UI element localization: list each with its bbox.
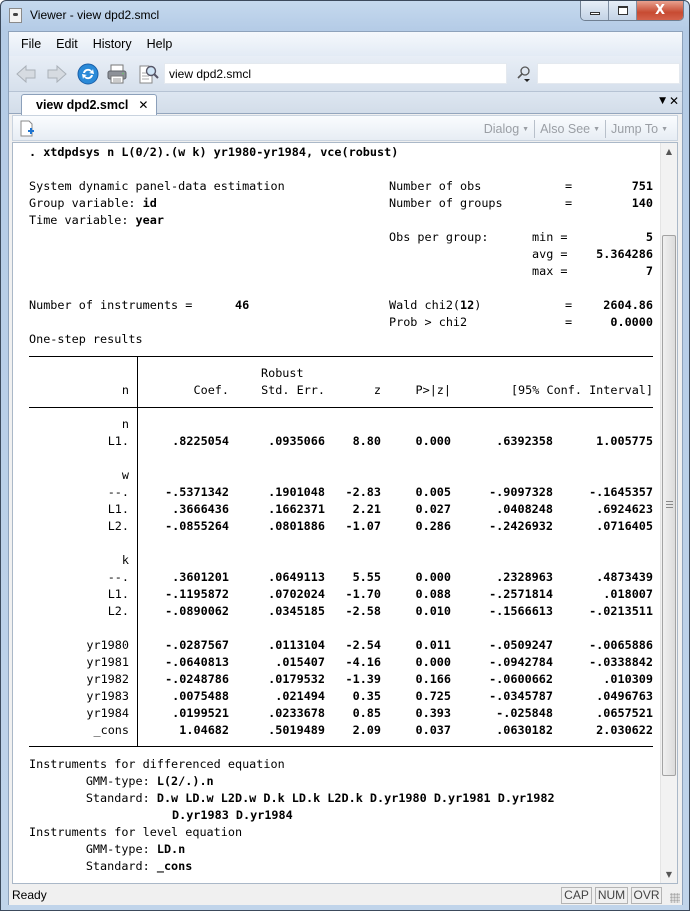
nobs-label: Number of obs xyxy=(389,179,482,193)
scrollbar-thumb[interactable] xyxy=(662,235,676,776)
table-rule-header xyxy=(29,407,653,408)
coef-cell: .8225054 xyxy=(172,434,229,448)
coef-cell: .0075488 xyxy=(172,689,229,703)
tab-view-dpd2[interactable] xyxy=(21,94,157,115)
tab-close-icon[interactable]: ✕ xyxy=(138,98,149,112)
row-label: yr1984 xyxy=(86,706,129,720)
z-cell: 0.85 xyxy=(352,706,381,720)
results-pane[interactable] xyxy=(12,142,678,884)
min-label: min = xyxy=(532,230,568,244)
ci-high-cell: .0496763 xyxy=(596,689,653,703)
prob-label: Prob > chi2 xyxy=(389,315,468,329)
coef-cell: -.0287567 xyxy=(165,638,229,652)
z-cell: -2.54 xyxy=(345,638,381,652)
se-cell: .0935066 xyxy=(268,434,325,448)
row-label: yr1983 xyxy=(86,689,129,703)
coef-cell: -.0640813 xyxy=(165,655,229,669)
avg-label: avg = xyxy=(532,247,568,261)
z-cell: -2.83 xyxy=(345,485,381,499)
tab-strip xyxy=(9,92,682,114)
equals: = xyxy=(565,298,573,312)
ci-low-cell: -.2426932 xyxy=(489,519,553,533)
diff-gmm-line: GMM-type: L(2/.).n xyxy=(29,774,214,788)
search-icon[interactable] xyxy=(516,65,532,83)
chevron-down-icon: ▼ xyxy=(593,125,601,133)
ci-high-cell: -.1645357 xyxy=(589,485,653,499)
back-arrow-icon[interactable] xyxy=(15,63,37,85)
se-cell: .1901048 xyxy=(268,485,325,499)
ci-low-cell: -.9097328 xyxy=(489,485,553,499)
ci-low-cell: .2328963 xyxy=(496,570,553,584)
table-rule-top xyxy=(29,356,653,357)
z-cell: 2.21 xyxy=(352,502,381,516)
ci-high-cell: -.0338842 xyxy=(589,655,653,669)
row-label: yr1981 xyxy=(86,655,129,669)
z-cell: -1.39 xyxy=(345,672,381,686)
grip-icon xyxy=(666,501,673,508)
p-cell: 0.011 xyxy=(415,638,451,652)
coef-cell: 1.04682 xyxy=(179,723,229,737)
ci-low-cell: .0630182 xyxy=(496,723,553,737)
table-rule-bottom xyxy=(29,746,653,747)
estimation-title: System dynamic panel-data estimation xyxy=(29,179,285,193)
vertical-scrollbar[interactable] xyxy=(660,143,677,883)
se-cell: .5019489 xyxy=(268,723,325,737)
row-label: L1. xyxy=(107,434,129,448)
level-standard-line: Standard: _cons xyxy=(29,859,193,873)
variable-group-label: k xyxy=(121,553,129,567)
viewer-menus xyxy=(479,120,673,138)
status-text: Ready xyxy=(12,888,47,902)
z-cell: 2.09 xyxy=(352,723,381,737)
minimize-button[interactable] xyxy=(581,1,609,20)
ci-low-cell: -.1566613 xyxy=(489,604,553,618)
row-label: --. xyxy=(107,570,129,584)
row-label: L2. xyxy=(107,604,129,618)
menu-help[interactable]: Help xyxy=(146,37,173,51)
se-cell: .0345185 xyxy=(268,604,325,618)
col-coef: Coef. xyxy=(193,383,229,397)
prob-value: 0.0000 xyxy=(610,315,653,329)
client-area xyxy=(8,31,683,905)
ci-low-cell: .6392358 xyxy=(496,434,553,448)
equals: = xyxy=(565,315,573,329)
instruments-count: Number of instruments = 46 xyxy=(29,298,250,312)
coef-cell: -.5371342 xyxy=(165,485,229,499)
se-cell: .0113104 xyxy=(268,638,325,652)
row-label: yr1980 xyxy=(86,638,129,652)
ci-high-cell: .0657521 xyxy=(596,706,653,720)
depvar-header: n xyxy=(121,383,129,397)
ovr-indicator: OVR xyxy=(631,887,662,904)
se-cell: .1662371 xyxy=(268,502,325,516)
variable-group-label: w xyxy=(121,468,129,482)
col-se: Std. Err. xyxy=(261,383,325,397)
command-input[interactable] xyxy=(164,63,507,84)
equals: = xyxy=(565,196,573,210)
ci-low-cell: -.2571814 xyxy=(489,587,553,601)
obs-per-group-label: Obs per group: xyxy=(389,230,489,244)
coef-cell: .0199521 xyxy=(172,706,229,720)
cap-indicator: CAP xyxy=(561,887,592,904)
row-label: _cons xyxy=(93,723,129,737)
table-divider xyxy=(137,356,138,746)
time-variable: Time variable: year xyxy=(29,213,164,227)
ci-low-cell: -.0345787 xyxy=(489,689,553,703)
close-tab-icon[interactable]: ✕ xyxy=(668,94,679,108)
se-cell: .0801886 xyxy=(268,519,325,533)
num-indicator: NUM xyxy=(595,887,628,904)
viewer-toolbar xyxy=(12,115,678,141)
max-value: 7 xyxy=(645,264,653,278)
status-bar xyxy=(9,885,682,905)
se-cell: .0649113 xyxy=(268,570,325,584)
menu-file[interactable]: File xyxy=(21,37,42,51)
scroll-up-icon[interactable]: ▲ xyxy=(665,147,673,156)
p-cell: 0.166 xyxy=(415,672,451,686)
ci-high-cell: .010309 xyxy=(603,672,653,686)
coef-cell: .3601201 xyxy=(172,570,229,584)
menu-history[interactable]: History xyxy=(92,37,132,51)
title-bar[interactable] xyxy=(1,1,689,31)
p-cell: 0.088 xyxy=(415,587,451,601)
col-ci: [95% Conf. Interval] xyxy=(510,383,653,397)
ngroups-label: Number of groups xyxy=(389,196,503,210)
main-toolbar xyxy=(9,56,682,92)
chevron-down-icon: ▼ xyxy=(522,125,530,133)
row-label: L1. xyxy=(107,587,129,601)
p-cell: 0.000 xyxy=(415,434,451,448)
max-label: max = xyxy=(532,264,568,278)
coef-cell: -.0248786 xyxy=(165,672,229,686)
search-input[interactable] xyxy=(537,63,680,84)
avg-value: 5.364286 xyxy=(596,247,653,261)
minimize-icon xyxy=(590,12,600,15)
z-cell: 0.35 xyxy=(352,689,381,703)
ci-high-cell: .4873439 xyxy=(596,570,653,584)
ngroups-value: 140 xyxy=(631,196,653,210)
col-p: P>|z| xyxy=(415,383,451,397)
ci-high-cell: -.0213511 xyxy=(589,604,653,618)
ci-low-cell: -.0509247 xyxy=(489,638,553,652)
p-cell: 0.005 xyxy=(415,485,451,499)
p-cell: 0.027 xyxy=(415,502,451,516)
p-cell: 0.010 xyxy=(415,604,451,618)
row-label: --. xyxy=(107,485,129,499)
find-in-document-icon[interactable] xyxy=(137,63,159,85)
p-cell: 0.286 xyxy=(415,519,451,533)
ci-low-cell: .0408248 xyxy=(496,502,553,516)
ci-high-cell: -.0065886 xyxy=(589,638,653,652)
row-label: L2. xyxy=(107,519,129,533)
command-line: . xtdpdsys n L(0/2).(w k) yr1980-yr1984, vce(robust) xyxy=(29,145,399,159)
print-icon[interactable] xyxy=(106,63,128,85)
ci-high-cell: .6924623 xyxy=(596,502,653,516)
p-cell: 0.000 xyxy=(415,655,451,669)
group-variable: Group variable: id xyxy=(29,196,157,210)
variable-group-label: n xyxy=(121,417,129,431)
col-z: z xyxy=(373,383,381,397)
menu-edit[interactable]: Edit xyxy=(56,37,78,51)
wald-label: Wald chi2(12) xyxy=(389,298,482,312)
results-type: One-step results xyxy=(29,332,143,346)
p-cell: 0.000 xyxy=(415,570,451,584)
maximize-icon xyxy=(618,6,628,15)
row-label: L1. xyxy=(107,502,129,516)
chevron-down-icon: ▼ xyxy=(661,125,668,133)
window-title: Viewer - view dpd2.smcl xyxy=(30,8,160,22)
coef-cell: -.1195872 xyxy=(165,587,229,601)
ci-high-cell: 1.005775 xyxy=(596,434,653,448)
coef-cell: .3666436 xyxy=(172,502,229,516)
p-cell: 0.725 xyxy=(415,689,451,703)
se-cell: .0233678 xyxy=(268,706,325,720)
resize-grip-icon[interactable] xyxy=(670,893,680,903)
jump-to-menu[interactable]: Jump To ▼ xyxy=(611,122,668,136)
forward-arrow-icon[interactable] xyxy=(46,63,68,85)
stata-viewer-icon xyxy=(9,8,22,23)
scroll-down-icon[interactable]: ▼ xyxy=(665,870,673,879)
close-button[interactable] xyxy=(637,1,683,20)
also-see-menu[interactable]: Also See ▼ xyxy=(540,122,601,136)
ci-low-cell: -.0942784 xyxy=(489,655,553,669)
dialog-menu[interactable]: Dialog ▼ xyxy=(483,122,530,136)
level-instruments-title: Instruments for level equation xyxy=(29,825,243,839)
z-cell: -4.16 xyxy=(345,655,381,669)
min-value: 5 xyxy=(645,230,653,244)
new-viewer-icon[interactable] xyxy=(19,120,35,138)
close-icon: X xyxy=(654,3,666,18)
se-cell: .0702024 xyxy=(268,587,325,601)
menu-bar xyxy=(9,32,682,56)
se-cell: .015407 xyxy=(275,655,325,669)
diff-standard-line-cont: D.yr1983 D.yr1984 xyxy=(172,808,293,822)
maximize-button[interactable] xyxy=(609,1,637,20)
ci-low-cell: -.025848 xyxy=(496,706,553,720)
tab-label: view dpd2.smcl xyxy=(36,98,129,112)
p-cell: 0.393 xyxy=(415,706,451,720)
ci-high-cell: .0716405 xyxy=(596,519,653,533)
ci-high-cell: 2.030622 xyxy=(596,723,653,737)
z-cell: -1.70 xyxy=(345,587,381,601)
nobs-value: 751 xyxy=(631,179,653,193)
level-gmm-line: GMM-type: LD.n xyxy=(29,842,186,856)
wald-value: 2604.86 xyxy=(603,298,653,312)
se-cell: .021494 xyxy=(275,689,325,703)
ci-high-cell: .018007 xyxy=(603,587,653,601)
caption-buttons xyxy=(580,1,684,21)
diff-instruments-title: Instruments for differenced equation xyxy=(29,757,285,771)
row-label: yr1982 xyxy=(86,672,129,686)
z-cell: -1.07 xyxy=(345,519,381,533)
refresh-icon[interactable] xyxy=(77,63,99,85)
tab-list-dropdown-icon[interactable]: ▼ xyxy=(659,96,666,106)
z-cell: 8.80 xyxy=(352,434,381,448)
diff-standard-line: Standard: D.w LD.w L2D.w D.k LD.k L2D.k D.yr1980 D.yr1981 D.yr1982 xyxy=(29,791,555,805)
coef-cell: -.0890062 xyxy=(165,604,229,618)
robust-header: Robust xyxy=(261,366,304,380)
p-cell: 0.037 xyxy=(415,723,451,737)
z-cell: 5.55 xyxy=(352,570,381,584)
se-cell: .0179532 xyxy=(268,672,325,686)
equals: = xyxy=(565,179,573,193)
coef-cell: -.0855264 xyxy=(165,519,229,533)
z-cell: -2.58 xyxy=(345,604,381,618)
ci-low-cell: -.0600662 xyxy=(489,672,553,686)
